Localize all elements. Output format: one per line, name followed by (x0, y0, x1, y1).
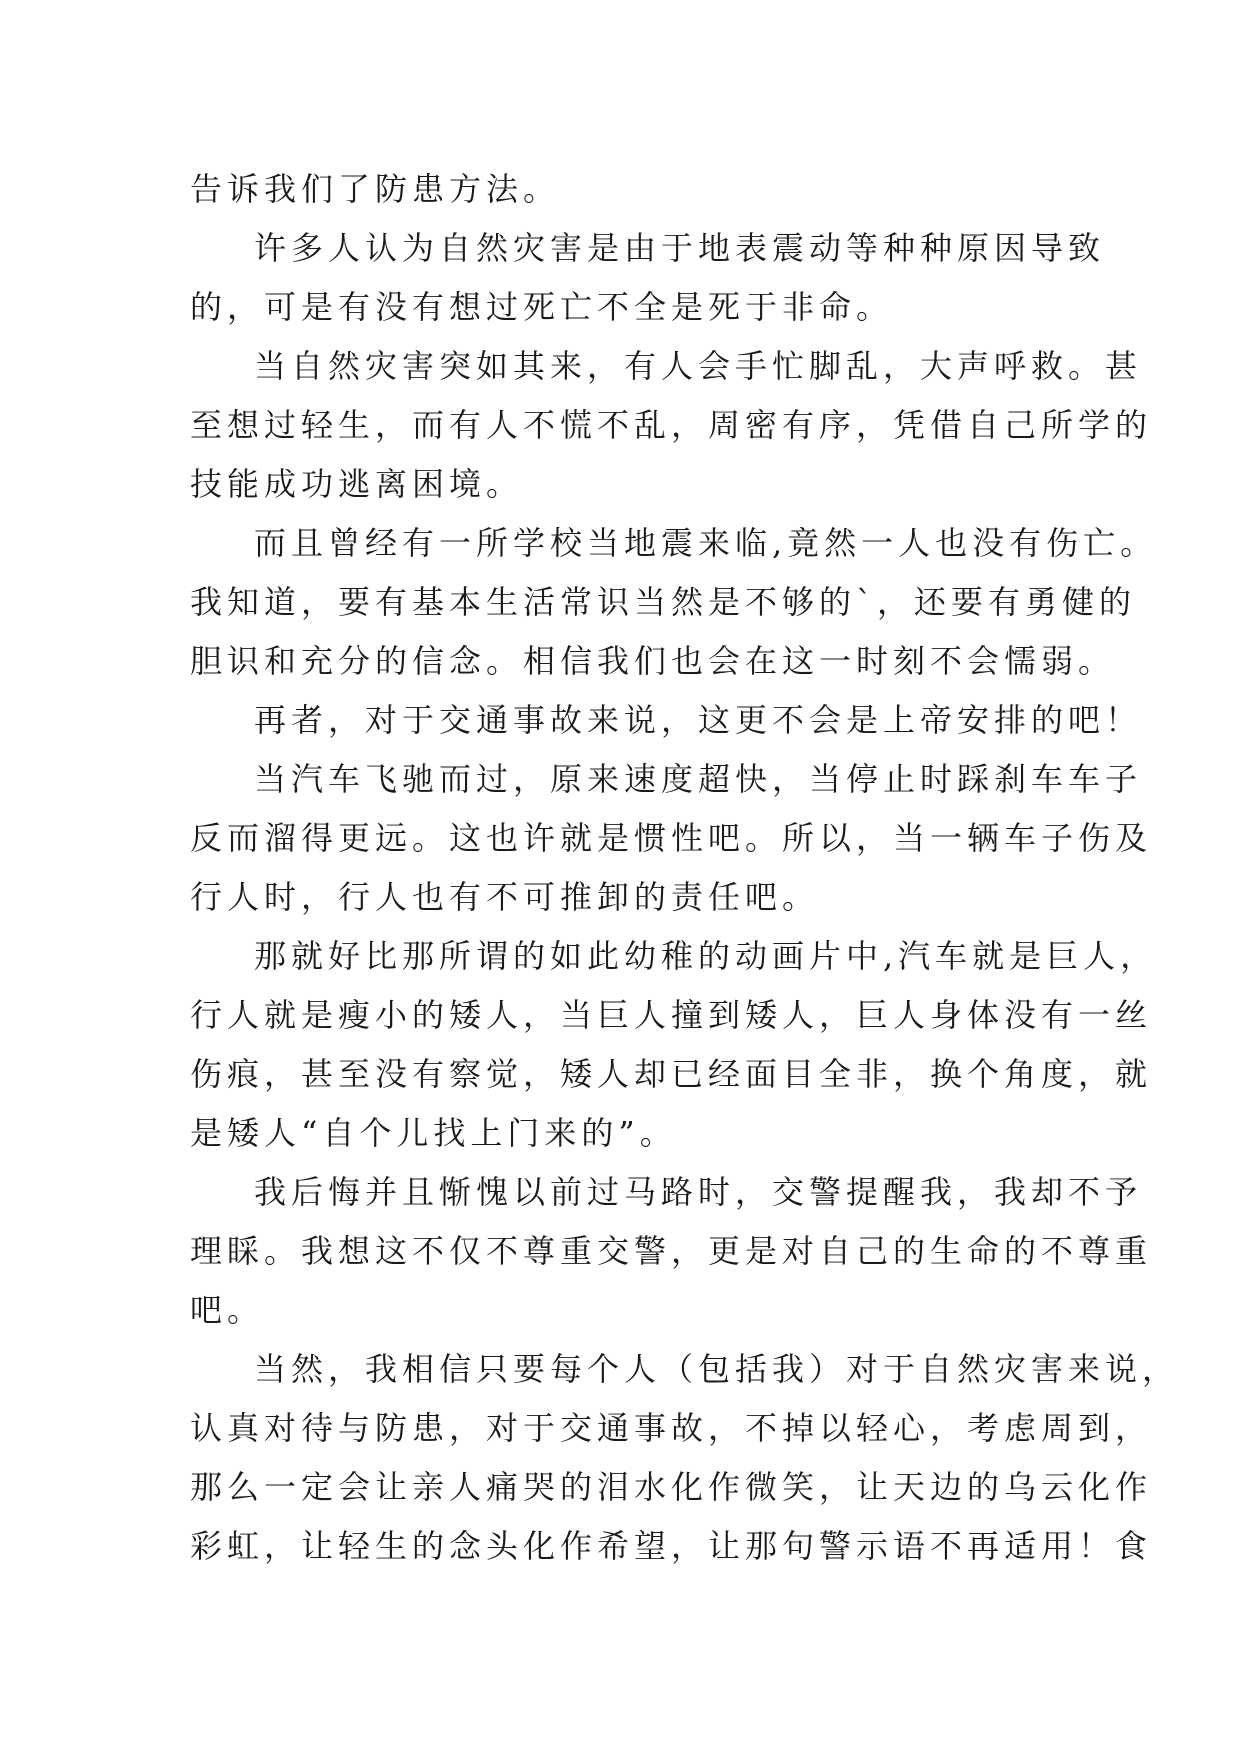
paragraph-start-line: 当然，我相信只要每个人（包括我）对于自然灾害来说， (254, 1350, 1180, 1388)
text-line: 至想过轻生，而有人不慌不乱，周密有序，凭借自己所学的 (190, 406, 1153, 444)
text-line: 认真对待与防患，对于交通事故，不掉以轻心，考虑周到， (190, 1409, 1153, 1447)
text-line: 伤痕，甚至没有察觉，矮人却已经面目全非，换个角度，就 (190, 1055, 1153, 1093)
paragraph-start-line: 我后悔并且惭愧以前过马路时，交警提醒我，我却不予 (254, 1173, 1143, 1211)
text-line: 行人就是瘦小的矮人，当巨人撞到矮人，巨人身体没有一丝 (190, 996, 1153, 1034)
text-line: 我知道，要有基本生活常识当然是不够的`，还要有勇健的 (190, 583, 1137, 621)
paragraph-start-line: 再者，对于交通事故来说，这更不会是上帝安排的吧！ (254, 701, 1143, 739)
text-line: 告诉我们了防患方法。 (190, 170, 561, 208)
text-line: 理睬。我想这不仅不尊重交警，更是对自己的生命的不尊重 (190, 1232, 1153, 1270)
paragraph-start-line: 那就好比那所谓的如此幼稚的动画片中,汽车就是巨人， (254, 937, 1158, 975)
text-line: 吧。 (190, 1291, 265, 1329)
paragraph-start-line: 许多人认为自然灾害是由于地表震动等种种原因导致 (254, 229, 1106, 267)
paragraph-start-line: 当自然灾害突如其来，有人会手忙脚乱，大声呼救。甚 (254, 347, 1143, 385)
text-line: 彩虹，让轻生的念头化作希望，让那句警示语不再适用！食 (190, 1527, 1153, 1565)
document-body (190, 160, 1180, 1576)
text-line: 技能成功逃离困境。 (190, 465, 524, 503)
text-line: 那么一定会让亲人痛哭的泪水化作微笑，让天边的乌云化作 (190, 1468, 1153, 1506)
text-line: 行人时，行人也有不可推卸的责任吧。 (190, 878, 820, 916)
text-line: 的，可是有没有想过死亡不全是死于非命。 (190, 288, 894, 326)
text-line: 胆识和充分的信念。相信我们也会在这一时刻不会懦弱。 (190, 642, 1116, 680)
text-line: 是矮人“自个儿找上门来的”。 (190, 1114, 677, 1152)
paragraph-start-line: 当汽车飞驰而过，原来速度超快，当停止时踩刹车车子 (254, 760, 1143, 798)
paragraph-start-line: 而且曾经有一所学校当地震来临,竟然一人也没有伤亡。 (254, 524, 1158, 562)
text-line: 反而溜得更远。这也许就是惯性吧。所以，当一辆车子伤及 (190, 819, 1153, 857)
